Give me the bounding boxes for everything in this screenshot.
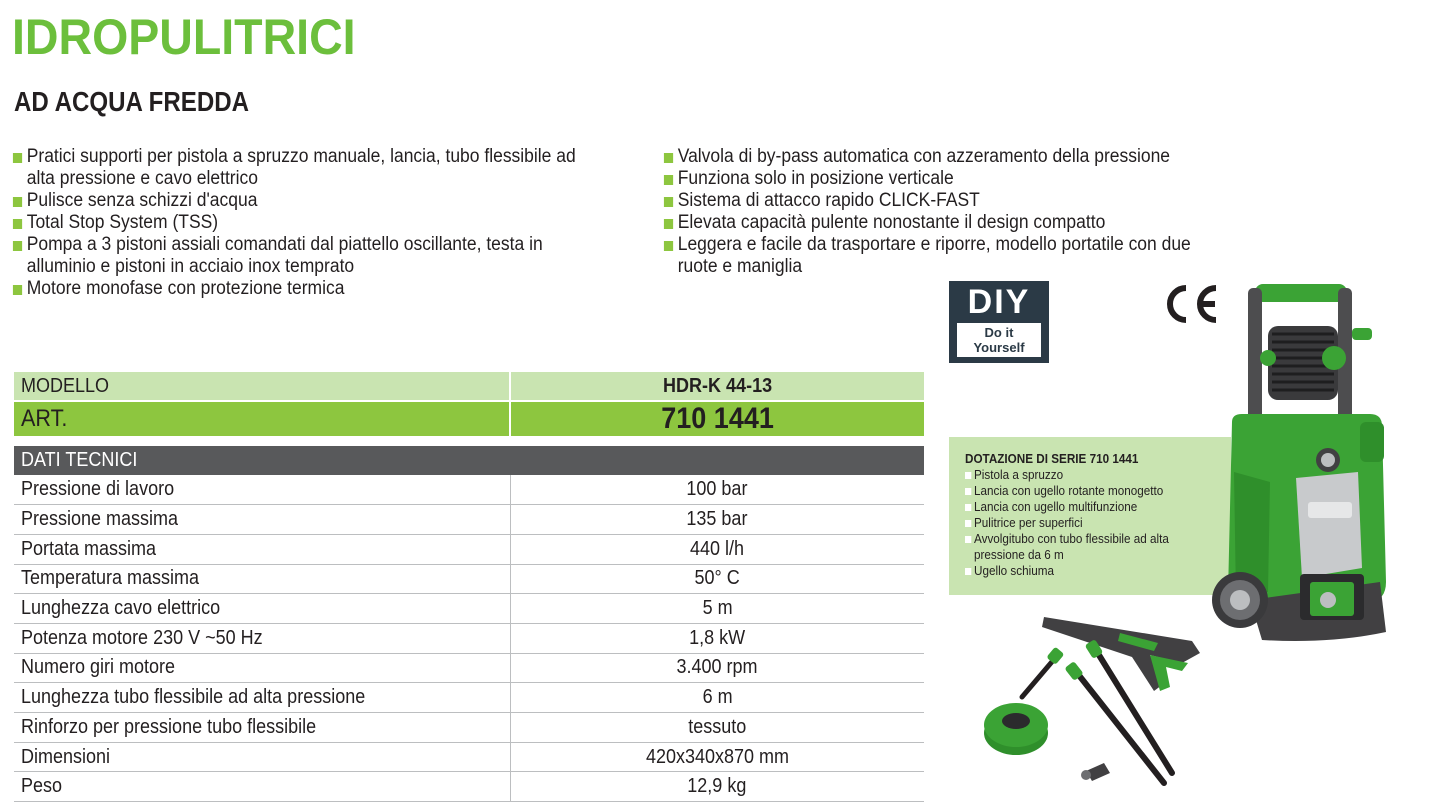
equipment-box	[949, 437, 1231, 595]
spec-row	[14, 683, 924, 713]
feature-text-line: ruote e maniglia	[677, 256, 803, 277]
equipment-text-line: pressione da 6 m	[974, 547, 1064, 562]
pressure-washer-image	[1210, 282, 1400, 644]
spec-label: Portata massima	[14, 534, 510, 564]
section-header-row	[14, 441, 924, 475]
bullet-square-icon	[13, 241, 22, 251]
art-row	[14, 401, 924, 441]
bullet-square-icon	[965, 488, 971, 495]
feature-item-right-2	[663, 168, 1252, 190]
feature-text-line: Leggera e facile da trasportare e riporre, modello portatile con due	[677, 234, 1191, 255]
diy-badge-title: DIY	[967, 283, 1031, 321]
feature-text-line: Motore monofase con protezione termica	[26, 278, 345, 299]
feature-item-left-4	[12, 234, 601, 278]
bullet-square-icon	[664, 219, 673, 229]
feature-text-line: Pratici supporti per pistola a spruzzo manuale, lancia, tubo flessibile ad	[26, 146, 576, 167]
diy-badge-subtitle	[957, 323, 1041, 357]
bullet-square-icon	[965, 520, 971, 527]
spec-row	[14, 594, 924, 624]
model-value: HDR-K 44-13	[510, 372, 924, 401]
feature-item-left-5	[12, 278, 601, 300]
bullet-square-icon	[664, 175, 673, 185]
feature-text-line: Total Stop System (TSS)	[26, 212, 219, 233]
spec-table	[14, 372, 924, 802]
equipment-text-line: Pistola a spruzzo	[974, 467, 1064, 482]
equipment-text-line: Lancia con ugello multifunzione	[974, 499, 1138, 514]
art-label: ART.	[14, 401, 510, 441]
features-list-left	[12, 146, 652, 300]
feature-item-right-4	[663, 212, 1252, 234]
feature-item-left-3	[12, 212, 601, 234]
bullet-square-icon	[13, 219, 22, 229]
equipment-text-line: Avvolgitubo con tubo flessibile ad alta	[974, 531, 1169, 546]
bullet-square-icon	[664, 153, 673, 163]
spec-value: 100 bar	[510, 475, 924, 505]
equipment-item	[965, 515, 1204, 531]
art-value: 710 1441	[510, 401, 924, 441]
spray-accessories-image	[982, 605, 1212, 790]
spec-label: Rinforzo per pressione tubo flessibile	[14, 713, 510, 743]
feature-text-line: alluminio e pistoni in acciaio inox temprato	[26, 256, 355, 277]
spec-row	[14, 772, 924, 802]
spec-label: Numero giri motore	[14, 653, 510, 683]
diy-line1: Do it	[984, 325, 1014, 340]
feature-item-right-1	[663, 146, 1252, 168]
feature-text-line: alta pressione e cavo elettrico	[26, 168, 258, 189]
equipment-text-line: Pulitrice per superfici	[974, 515, 1083, 530]
spec-value: 12,9 kg	[510, 772, 924, 802]
bullet-square-icon	[965, 568, 971, 575]
spec-row	[14, 623, 924, 653]
spec-row	[14, 713, 924, 743]
bullet-square-icon	[965, 504, 971, 511]
feature-text-line: Valvola di by-pass automatica con azzeramento della pressione	[677, 146, 1171, 167]
spec-label: Temperatura massima	[14, 564, 510, 594]
diy-badge	[949, 281, 1049, 363]
feature-text-line: Elevata capacità pulente nonostante il design compatto	[677, 212, 1106, 233]
feature-item-left-1	[12, 146, 601, 190]
page-title: IDROPULITRICI	[12, 9, 356, 65]
feature-text-line: Funziona solo in posizione verticale	[677, 168, 954, 189]
spec-value: 6 m	[510, 683, 924, 713]
spec-row	[14, 564, 924, 594]
bullet-square-icon	[965, 536, 971, 543]
spec-row	[14, 475, 924, 505]
bullet-square-icon	[664, 241, 673, 251]
equipment-list	[965, 467, 1231, 579]
spec-row	[14, 653, 924, 683]
equipment-item	[965, 483, 1204, 499]
model-label: MODELLO	[14, 372, 510, 401]
feature-text-line: Pompa a 3 pistoni assiali comandati dal piattello oscillante, testa in	[26, 234, 543, 255]
feature-text-line: Pulisce senza schizzi d'acqua	[26, 190, 258, 211]
spec-label: Lunghezza tubo flessibile ad alta pressione	[14, 683, 510, 713]
feature-item-right-5	[663, 234, 1252, 278]
spec-label: Potenza motore 230 V ~50 Hz	[14, 623, 510, 653]
bullet-square-icon	[13, 285, 22, 295]
spec-row	[14, 505, 924, 535]
equipment-text-line: Ugello schiuma	[974, 563, 1054, 578]
spec-label: Dimensioni	[14, 742, 510, 772]
spec-value: 1,8 kW	[510, 623, 924, 653]
features-list-right	[663, 146, 1303, 278]
spec-value: 420x340x870 mm	[510, 742, 924, 772]
diy-line2: Yourself	[973, 340, 1025, 355]
spec-value: 5 m	[510, 594, 924, 624]
spec-value: 440 l/h	[510, 534, 924, 564]
spec-label: Peso	[14, 772, 510, 802]
equipment-item	[965, 563, 1204, 579]
spec-row	[14, 742, 924, 772]
page-subtitle: AD ACQUA FREDDA	[14, 86, 249, 117]
spec-value: 135 bar	[510, 505, 924, 535]
equipment-item	[965, 467, 1204, 483]
bullet-square-icon	[13, 197, 22, 207]
feature-item-right-3	[663, 190, 1252, 212]
model-row	[14, 372, 924, 401]
spec-value: 3.400 rpm	[510, 653, 924, 683]
spec-value: tessuto	[510, 713, 924, 743]
equipment-text-line: Lancia con ugello rotante monogetto	[974, 483, 1164, 498]
equipment-title: DOTAZIONE DI SERIE 710 1441	[965, 451, 1139, 466]
equipment-item	[965, 499, 1204, 515]
spec-label: Lunghezza cavo elettrico	[14, 594, 510, 624]
spec-label: Pressione massima	[14, 505, 510, 535]
bullet-square-icon	[664, 197, 673, 207]
feature-item-left-2	[12, 190, 601, 212]
bullet-square-icon	[13, 153, 22, 163]
bullet-square-icon	[965, 472, 971, 479]
spec-value: 50° C	[510, 564, 924, 594]
spec-row	[14, 534, 924, 564]
equipment-item	[965, 531, 1204, 563]
spec-label: Pressione di lavoro	[14, 475, 510, 505]
feature-text-line: Sistema di attacco rapido CLICK-FAST	[677, 190, 980, 211]
section-label: DATI TECNICI	[14, 441, 924, 475]
